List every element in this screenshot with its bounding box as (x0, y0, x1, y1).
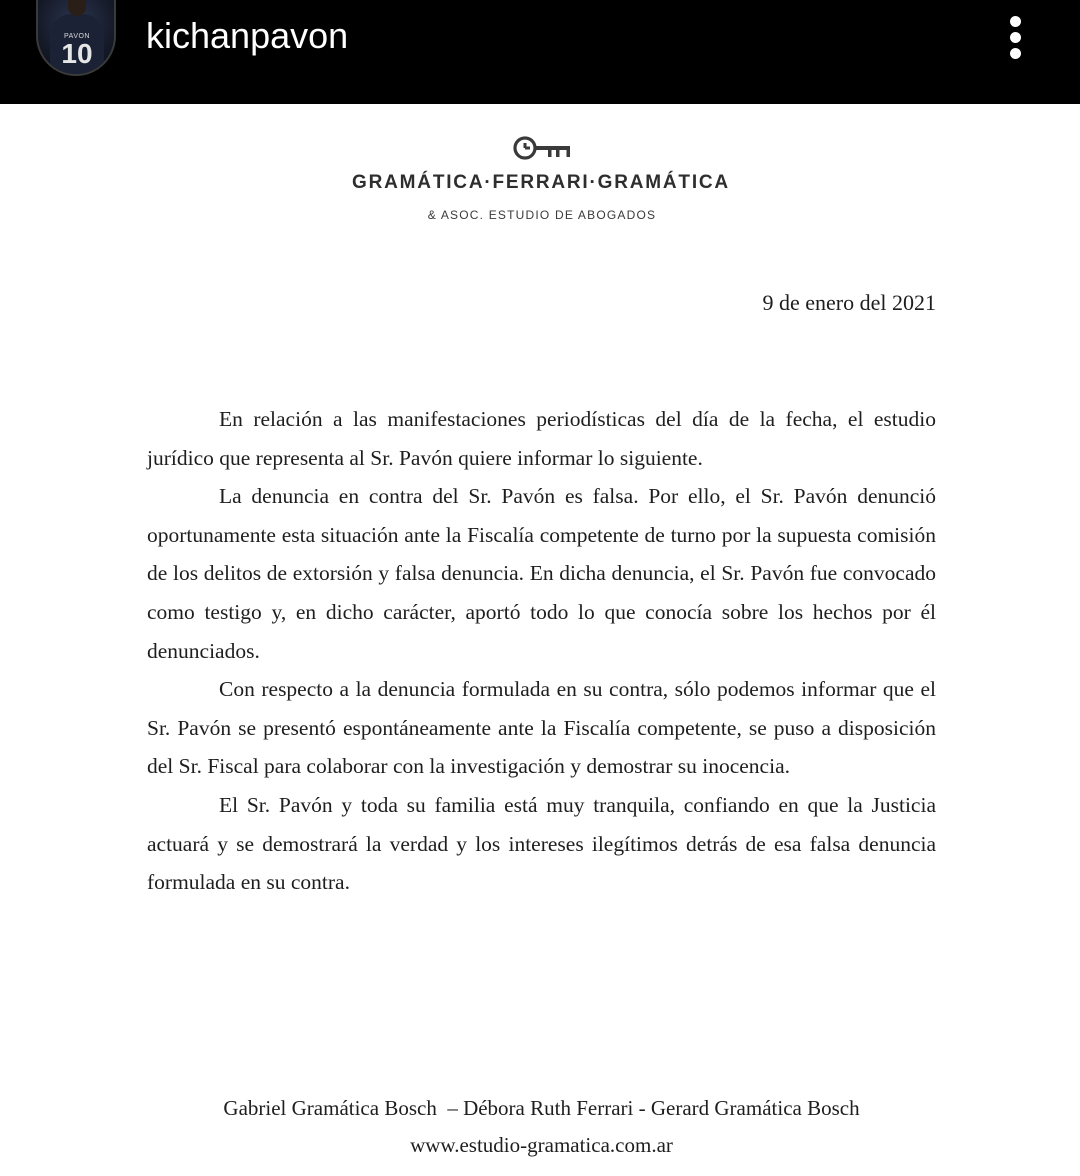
paragraph: El Sr. Pavón y toda su familia está muy tranquila, confiando en que la Justicia actuará y se demostrará la verdad y los intereses ilegítimos detrás de esa falsa denuncia formulada en su contra. (147, 792, 936, 895)
paragraph: En relación a las manifestaciones periodísticas del día de la fecha, el estudio jurídico que representa al Sr. Pavón quiere informar lo siguiente. (147, 407, 936, 470)
paragraph: Con respecto a la denuncia formulada en su contra, sólo podemos informar que el Sr. Pavón se presentó espontáneamente ante la Fiscalía competente, se puso a disposición del Sr. Fiscal para colaborar con la investigación y demostrar su inocencia. (147, 677, 936, 779)
post-header (0, 0, 1080, 104)
firm-subtitle: & ASOC. ESTUDIO DE ABOGADOS (427, 208, 657, 222)
avatar-jersey-number: 10 (61, 38, 93, 69)
website-text: www.estudio-gramatica.com.ar (410, 1133, 673, 1157)
profile-avatar[interactable] (36, 0, 116, 76)
paragraph: La denuncia en contra del Sr. Pavón es falsa. Por ello, el Sr. Pavón denunció oportunamente esta situación ante la Fiscalía competente de turno por la supuesta comisión de los delitos de extorsión y falsa denuncia. En dicha denuncia, el Sr. Pavón fue convocado como testigo y, en dicho carácter, aportó todo lo que conocía sobre los hechos por él denunciados. (147, 484, 936, 663)
username-link[interactable]: kichanpavon (146, 15, 349, 56)
key-logo-icon (512, 135, 572, 161)
letter-body (147, 400, 936, 902)
letter-date: 9 de enero del 2021 (762, 290, 936, 315)
avatar-jersey-name: PAVON (64, 33, 90, 40)
more-vertical-icon[interactable] (1004, 14, 1028, 58)
signatories: Gabriel Gramática Bosch – Débora Ruth Ferrari - Gerard Gramática Bosch (223, 1096, 860, 1120)
firm-name: GRAMÁTICA·FERRARI·GRAMÁTICA (352, 172, 730, 193)
